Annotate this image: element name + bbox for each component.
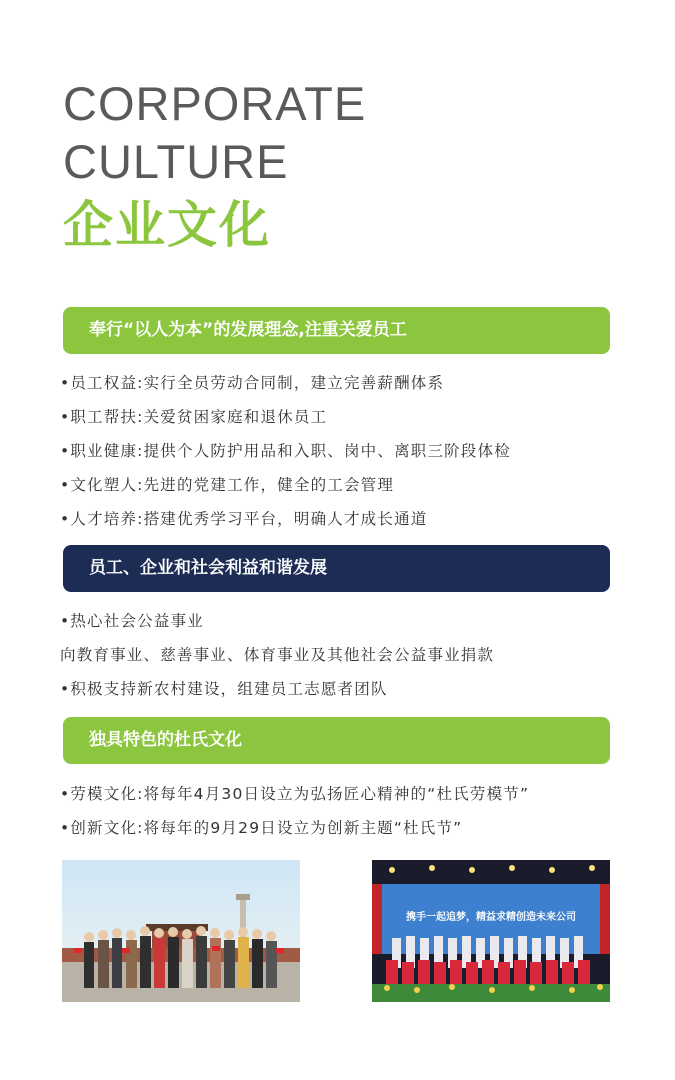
list-item: •职业健康:提供个人防护用品和入职、岗中、离职三阶段体检 [60, 442, 511, 460]
list-item: •劳模文化:将每年4月30日设立为弘扬匠心精神的“杜氏劳模节” [60, 785, 530, 803]
title-english-line2: CULTURE [63, 135, 289, 188]
list-item: •员工权益:实行全员劳动合同制，建立完善薪酬体系 [60, 374, 445, 392]
list-item: 向教育事业、慈善事业、体育事业及其他社会公益事业捐款 [60, 646, 495, 664]
section-heading-harmonious-development: 员工、企业和社会利益和谐发展 [63, 545, 610, 592]
stage-performance-photo [372, 860, 610, 1002]
list-item: •人才培养:搭建优秀学习平台，明确人才成长通道 [60, 510, 428, 528]
list-item: •热心社会公益事业 [60, 612, 204, 630]
list-item: •积极支持新农村建设，组建员工志愿者团队 [60, 680, 388, 698]
list-item: •文化塑人:先进的党建工作，健全的工会管理 [60, 476, 395, 494]
section-heading-du-culture: 独具特色的杜氏文化 [63, 717, 610, 764]
title-chinese: 企业文化 [63, 196, 271, 254]
stage-banner-text: 携手一起追梦，精益求精创造未来公司 [406, 912, 576, 923]
title-english-line1: CORPORATE [63, 77, 367, 130]
list-item: •创新文化:将每年的9月29日设立为创新主题“杜氏节” [60, 819, 463, 837]
list-item: •职工帮扶:关爱贫困家庭和退休员工 [60, 408, 328, 426]
section-heading-people-oriented: 奉行“以人为本”的发展理念,注重关爱员工 [63, 307, 610, 354]
group-photo-tiananmen [62, 860, 300, 1002]
